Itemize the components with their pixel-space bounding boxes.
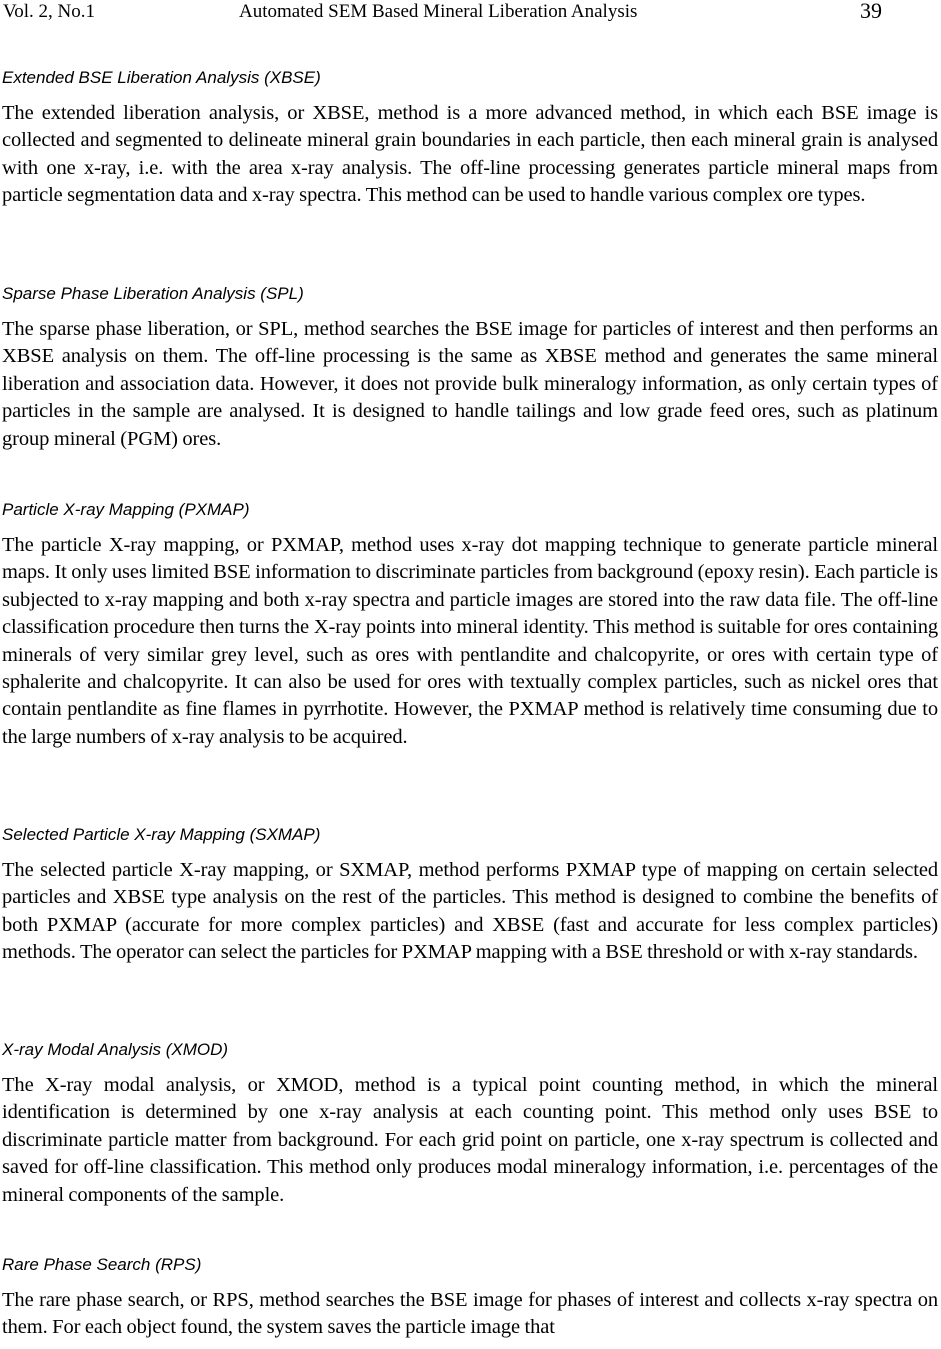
section-heading: Sparse Phase Liberation Analysis (SPL): [2, 284, 304, 303]
running-title: Automated SEM Based Mineral Liberation Analysis: [239, 1, 638, 22]
section-paragraph: The X-ray modal analysis, or XMOD, method is a typical point counting method, in which the mineral identification is determined by one x-ray analysis at each counting point. This method only uses BSE to discriminate particle matter from background. For each grid point on particle, one x-ray spectrum is collected and saved for off-line classification. This method only produces modal mineralogy information, i.e. percentages of the mineral components of the sample.: [2, 1074, 938, 1206]
running-header: [0, 0, 941, 30]
section-sxmap: [2, 825, 938, 967]
section-heading: Particle X-ray Mapping (PXMAP): [2, 500, 250, 519]
section-paragraph: The particle X-ray mapping, or PXMAP, method uses x-ray dot mapping technique to generate particle mineral maps. It only uses limited BSE information to discriminate particles from background (epoxy resin). Each particle is subjected to x-ray mapping and both x-ray spectra and particle images are stored into the raw data file. The off-line classification procedure then turns the X-ray points into mineral identity. This method is suitable for ores containing minerals of very similar grey level, such as ores with pentlandite and chalcopyrite, or ores with certain type of sphalerite and chalcopyrite. It can also be used for ores with textually complex particles, such as nickel ores that contain pentlandite as fine flames in pyrrhotite. However, the PXMAP method is relatively time consuming due to the large numbers of x-ray analysis to be acquired.: [2, 534, 938, 748]
section-heading: Rare Phase Search (RPS): [2, 1255, 202, 1274]
section-pxmap: [2, 500, 938, 751]
section-paragraph: The sparse phase liberation, or SPL, method searches the BSE image for particles of interest and then performs an XBSE analysis on them. The off-line processing is the same as XBSE method and generates the same mineral liberation and association data. However, it does not provide bulk mineralogy information, as only certain types of particles in the sample are analysed. It is designed to handle tailings and low grade feed ores, such as platinum group mineral (PGM) ores.: [2, 318, 938, 450]
section-xbse: [2, 68, 938, 210]
section-paragraph: The selected particle X-ray mapping, or SXMAP, method performs PXMAP type of mapping on certain selected particles and XBSE type analysis on the rest of the particles. This method is designed to combine the benefits of both PXMAP (accurate for more complex particles) and XBSE (fast and accurate for less complex particles) methods. The operator can select the particles for PXMAP mapping with a BSE threshold or with x-ray standards.: [2, 859, 938, 964]
page-number: 39: [860, 0, 882, 23]
section-heading: Selected Particle X-ray Mapping (SXMAP): [2, 825, 321, 844]
section-paragraph: The extended liberation analysis, or XBSE, method is a more advanced method, in which each BSE image is collected and segmented to delineate mineral grain boundaries in each particle, then each mineral grain is analysed with one x-ray, i.e. with the area x-ray analysis. The off-line processing generates particle mineral maps from particle segmentation data and x-ray spectra. This method can be used to handle various complex ore types.: [2, 102, 938, 207]
section-xmod: [2, 1040, 938, 1209]
section-paragraph: The rare phase search, or RPS, method searches the BSE image for phases of interest and collects x-ray spectra on them. For each object found, the system saves the particle image that: [2, 1289, 938, 1339]
journal-volume: Vol. 2, No.1: [3, 1, 96, 22]
section-heading: Extended BSE Liberation Analysis (XBSE): [2, 68, 321, 87]
section-heading: X-ray Modal Analysis (XMOD): [2, 1040, 229, 1059]
section-spl: [2, 284, 938, 453]
section-rps: [2, 1255, 938, 1342]
